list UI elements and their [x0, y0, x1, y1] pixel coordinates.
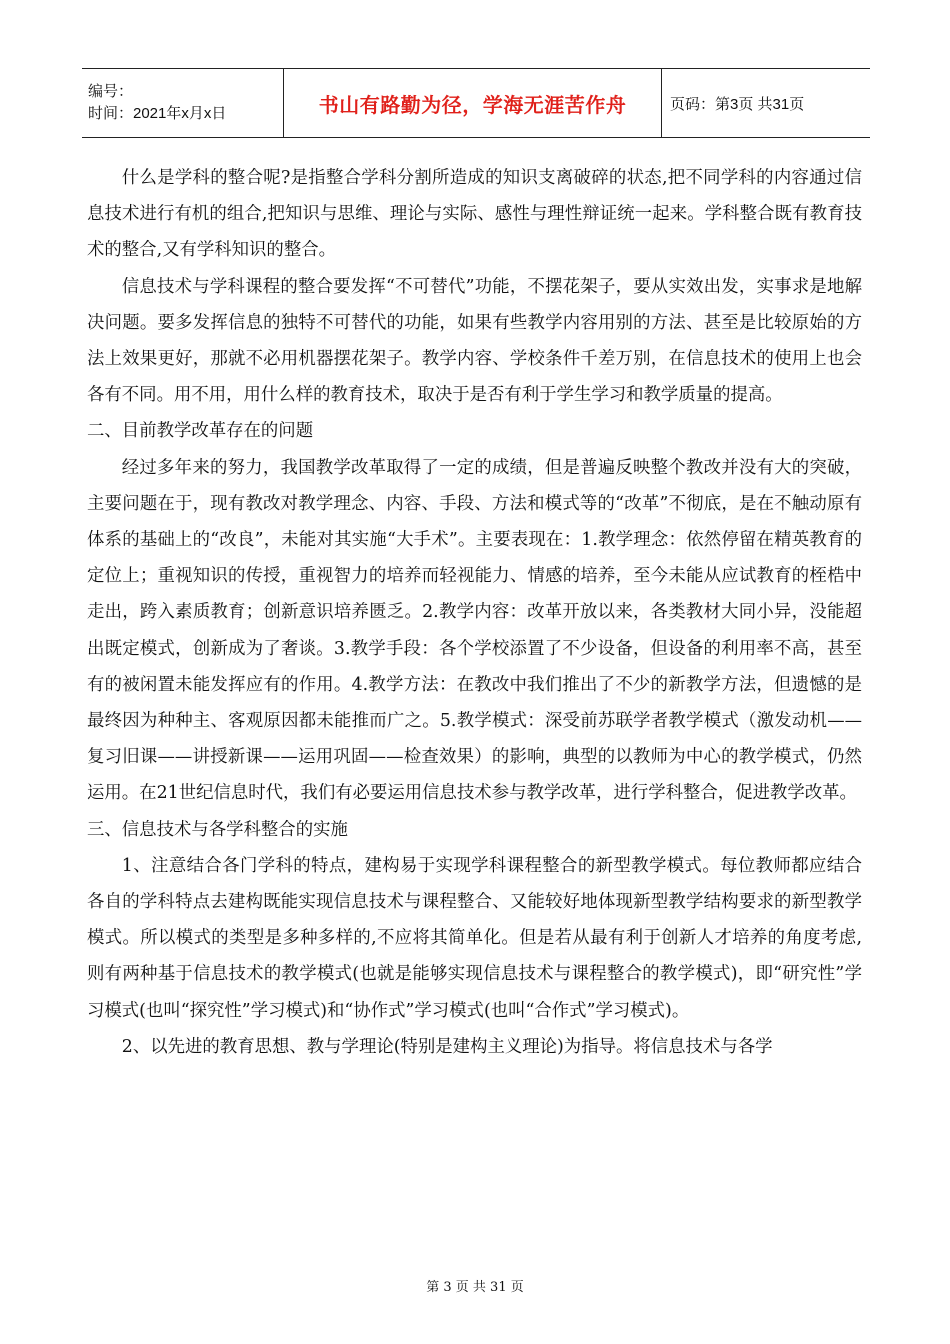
body-paragraph: 经过多年来的努力，我国教学改革取得了一定的成绩，但是普遍反映整个教改并没有大的突破，主要问题在于，现有教改对教学理念、内容、手段、方法和模式等的“改革”不彻底，是在不触动原有体系的基础上的“改良”，未能对其实施“大手术”。主要表现在：1.教学理念：依然停留在精英教育的定位上；重视知识的传授，重视智力的培养而轻视能力、情感的培养，至今未能从应试教育的桎梏中走出，跨入素质教育；创新意识培养匮乏。2.教学内容：改革开放以来，各类教材大同小异，没能超出既定模式，创新成为了奢谈。3.教学手段：各个学校添置了不少设备，但设备的利用率不高，甚至有的被闲置未能发挥应有的作用。4.教学方法：在教改中我们推出了不少的新教学方法，但遗憾的是最终因为种种主、客观原因都未能推而广之。5.教学模式：深受前苏联学者教学模式（激发动机——复习旧课——讲授新课——运用巩固——检查效果）的影响，典型的以教师为中心的教学模式，仍然运用。在21世纪信息时代，我们有必要运用信息技术参与教学改革，进行学科整合，促进教学改革。: [87, 457, 862, 804]
document-body: [87, 160, 862, 1065]
body-paragraph: 2、以先进的教育思想、教与学理论(特别是建构主义理论)为指导。将信息技术与各学: [121, 1036, 773, 1057]
page-header: [82, 68, 870, 138]
body-paragraph: 1、注意结合各门学科的特点，建构易于实现学科课程整合的新型教学模式。每位教师都应结合各自的学科特点去建构既能实现信息技术与课程整合、又能较好地体现新型教学结构要求的新型教学模式。所以模式的类型是多种多样的,不应将其简单化。但是若从最有利于创新人才培养的角度考虑,则有两种基于信息技术的教学模式(也就是能够实现信息技术与课程整合的教学模式)，即“研究性”学习模式(也叫“探究性”学习模式)和“协作式”学习模式(也叫“合作式”学习模式)。: [87, 855, 862, 1021]
header-page-number: 页码：第3页 共31页: [670, 95, 805, 113]
header-meta: [82, 69, 284, 137]
header-page-cell: [662, 69, 870, 137]
page-footer: 第 3 页 共 31 页: [426, 1280, 524, 1295]
header-motto-cell: [284, 69, 662, 137]
document-date: 时间：2021年x月x日: [88, 105, 227, 122]
section-heading: 二、目前教学改革存在的问题: [87, 421, 314, 442]
body-paragraph: 什么是学科的整合呢?是指整合学科分割所造成的知识支离破碎的状态,把不同学科的内容通过信息技术进行有机的组合,把知识与思维、理论与实际、感性与理性辩证统一起来。学科整合既有教育技术的整合,又有学科知识的整合。: [87, 168, 862, 261]
document-number-label: 编号：: [88, 83, 134, 100]
body-paragraph: 信息技术与学科课程的整合要发挥“不可替代”功能，不摆花架子，要从实效出发，实事求是地解决问题。要多发挥信息的独特不可替代的功能，如果有些教学内容用别的方法、甚至是比较原始的方法上效果更好，那就不必用机器摆花架子。教学内容、学校条件千差万别，在信息技术的使用上也会各有不同。用不用，用什么样的教育技术，取决于是否有利于学生学习和教学质量的提高。: [87, 276, 862, 406]
section-heading: 三、信息技术与各学科整合的实施: [87, 819, 348, 840]
header-motto: 书山有路勤为径，学海无涯苦作舟: [318, 92, 627, 117]
